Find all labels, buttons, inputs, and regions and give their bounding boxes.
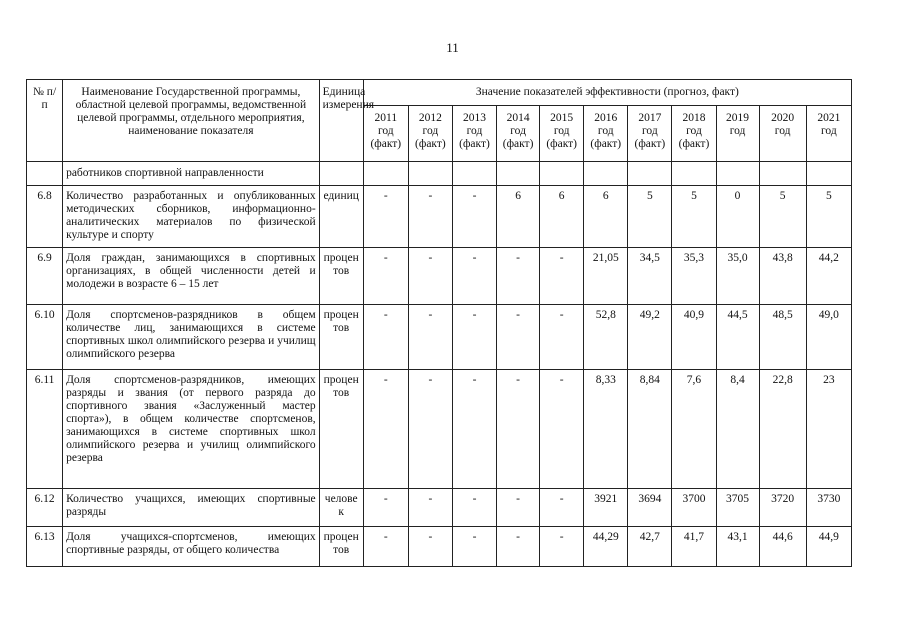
value-cell: - <box>363 527 408 567</box>
header-year-2020 <box>759 106 806 162</box>
value-cell: 49,0 <box>806 305 851 370</box>
header-year-line: 2013 <box>462 112 486 124</box>
header-year-line: год <box>422 125 439 137</box>
indicator-unit: процентов <box>319 248 363 305</box>
value-cell: 44,5 <box>716 305 759 370</box>
header-year-2014 <box>497 106 540 162</box>
value-cell: 3705 <box>716 489 759 527</box>
value-cell: 6 <box>540 186 584 248</box>
header-year-line: 2020 <box>771 112 795 124</box>
value-cell: 23 <box>806 370 851 489</box>
header-year-2012 <box>408 106 452 162</box>
header-year-line: год <box>820 125 837 137</box>
value-cell: 40,9 <box>672 305 716 370</box>
header-year-line: 2011 <box>374 112 398 124</box>
value-cell: - <box>408 186 452 248</box>
value-cell: 35,3 <box>672 248 716 305</box>
header-year-line: 2016 <box>594 112 618 124</box>
header-year-2016 <box>584 106 628 162</box>
header-year-line: (факт) <box>370 138 402 150</box>
value-cell: 3921 <box>584 489 628 527</box>
value-cell: - <box>452 489 496 527</box>
header-year-2015 <box>540 106 584 162</box>
header-year-line: 2021 <box>817 112 841 124</box>
header-year-line: (факт) <box>415 138 446 150</box>
value-cell: - <box>363 305 408 370</box>
table-row <box>27 489 852 527</box>
value-cell: - <box>363 370 408 489</box>
value-cell: - <box>452 305 496 370</box>
value-cell: 6 <box>584 186 628 248</box>
indicator-table <box>26 79 852 567</box>
header-year-2017 <box>628 106 672 162</box>
header-year-line: (факт) <box>590 138 622 150</box>
value-cell: 8,84 <box>628 370 672 489</box>
value-cell: - <box>408 489 452 527</box>
value-cell: 49,2 <box>628 305 672 370</box>
header-year-line: год <box>597 125 614 137</box>
header-year-line: год <box>553 125 570 137</box>
indicator-unit: процентов <box>319 527 363 567</box>
indicator-name: Доля учащихся-спортсменов, имеющих спортивные разряды, от общего количества <box>63 527 320 567</box>
header-year-line: (факт) <box>634 138 666 150</box>
value-cell: 6 <box>497 186 540 248</box>
value-cell: 5 <box>759 186 806 248</box>
value-cell: 0 <box>716 186 759 248</box>
header-year-line: год <box>466 125 483 137</box>
value-cell: - <box>497 527 540 567</box>
value-cell: - <box>408 248 452 305</box>
header-year-line: (факт) <box>459 138 490 150</box>
header-year-line: год <box>774 125 791 137</box>
header-year-line: год <box>686 125 702 137</box>
value-cell: - <box>497 370 540 489</box>
value-cell: - <box>363 186 408 248</box>
value-cell: 3700 <box>672 489 716 527</box>
value-cell: 5 <box>672 186 716 248</box>
header-year-line: 2018 <box>682 112 706 124</box>
header-values-group: Значение показателей эффективности (прогноз, факт) <box>363 80 851 106</box>
value-cell: - <box>497 489 540 527</box>
value-cell: 5 <box>806 186 851 248</box>
value-cell: 8,4 <box>716 370 759 489</box>
header-year-line: год <box>510 125 526 137</box>
value-cell: 48,5 <box>759 305 806 370</box>
row-number: 6.12 <box>27 489 63 527</box>
value-cell: - <box>363 489 408 527</box>
header-year-line: (факт) <box>502 138 534 150</box>
value-cell: 3694 <box>628 489 672 527</box>
value-cell: 35,0 <box>716 248 759 305</box>
value-cell: 43,8 <box>759 248 806 305</box>
indicator-unit: процентов <box>319 370 363 489</box>
row-number: 6.13 <box>27 527 63 567</box>
value-cell: - <box>452 186 496 248</box>
indicator-name: Количество разработанных и опубликованных методических сборников, информационно-аналитических материалов по физической культуре и спорту <box>63 186 320 248</box>
value-cell: - <box>408 527 452 567</box>
continuation-text: работников спортивной направленности <box>63 162 320 186</box>
value-cell: - <box>540 370 584 489</box>
indicator-unit: процентов <box>319 305 363 370</box>
value-cell: - <box>540 527 584 567</box>
header-year-line: 2019 <box>726 112 750 124</box>
row-number: 6.8 <box>27 186 63 248</box>
table-row <box>27 248 852 305</box>
value-cell: 21,05 <box>584 248 628 305</box>
header-name: Наименование Государственной программы, областной целевой программы, ведомственной целевой программы, отдельного мероприятия, наименование показателя <box>63 80 320 162</box>
header-year-line: (факт) <box>546 138 578 150</box>
header-year-line: 2015 <box>550 112 574 124</box>
value-cell: - <box>363 248 408 305</box>
header-year-line: год <box>729 125 746 137</box>
table-row <box>27 370 852 489</box>
indicator-unit: единиц <box>319 186 363 248</box>
table-row <box>27 305 852 370</box>
value-cell: 5 <box>628 186 672 248</box>
value-cell: 8,33 <box>584 370 628 489</box>
indicator-name: Доля спортсменов-разрядников, имеющих разряды и звания (от первого разряда до спортивного звания «Заслуженный мастер спорта»), в общем количестве спортсменов, занимающихся в системе спортивных школ олимпийского резерва и училищ олимпийского резерва <box>63 370 320 489</box>
header-year-2018 <box>672 106 716 162</box>
value-cell: 43,1 <box>716 527 759 567</box>
indicator-unit: человек <box>319 489 363 527</box>
value-cell: - <box>540 489 584 527</box>
header-year-line: 2012 <box>418 112 442 124</box>
value-cell: - <box>408 305 452 370</box>
indicator-name: Доля спортсменов-разрядников в общем количестве лиц, занимающихся в системе спортивных школ олимпийского резерва и училищ олимпийского резерва <box>63 305 320 370</box>
header-unit: Единица измерения <box>319 80 363 162</box>
row-number: 6.9 <box>27 248 63 305</box>
row-number: 6.10 <box>27 305 63 370</box>
value-cell: - <box>408 370 452 489</box>
value-cell: 3720 <box>759 489 806 527</box>
header-num: № п/п <box>27 80 63 162</box>
value-cell: 42,7 <box>628 527 672 567</box>
value-cell: 44,2 <box>806 248 851 305</box>
value-cell: 7,6 <box>672 370 716 489</box>
value-cell: - <box>452 248 496 305</box>
continuation-num-cell <box>27 162 63 186</box>
value-cell: 44,9 <box>806 527 851 567</box>
header-year-line: год <box>377 125 394 137</box>
header-year-line: (факт) <box>678 138 710 150</box>
indicator-name: Количество учащихся, имеющих спортивные разряды <box>63 489 320 527</box>
value-cell: 22,8 <box>759 370 806 489</box>
header-year-2019 <box>716 106 759 162</box>
continuation-unit-cell <box>319 162 363 186</box>
value-cell: 52,8 <box>584 305 628 370</box>
value-cell: 44,6 <box>759 527 806 567</box>
value-cell: - <box>497 305 540 370</box>
value-cell: 34,5 <box>628 248 672 305</box>
value-cell: - <box>452 527 496 567</box>
table-row <box>27 527 852 567</box>
value-cell: - <box>452 370 496 489</box>
header-year-line: 2017 <box>638 112 662 124</box>
value-cell: - <box>540 305 584 370</box>
header-year-line: год <box>642 125 658 137</box>
value-cell: - <box>540 248 584 305</box>
header-year-2013 <box>452 106 496 162</box>
page-number: 11 <box>446 40 459 55</box>
indicator-name: Доля граждан, занимающихся в спортивных организациях, в общей численности детей и молодежи в возрасте 6 – 15 лет <box>63 248 320 305</box>
value-cell: 3730 <box>806 489 851 527</box>
header-year-2011 <box>363 106 408 162</box>
header-year-line: 2014 <box>506 112 530 124</box>
value-cell: - <box>497 248 540 305</box>
row-number: 6.11 <box>27 370 63 489</box>
header-year-2021 <box>806 106 851 162</box>
value-cell: 44,29 <box>584 527 628 567</box>
value-cell: 41,7 <box>672 527 716 567</box>
table-row <box>27 186 852 248</box>
